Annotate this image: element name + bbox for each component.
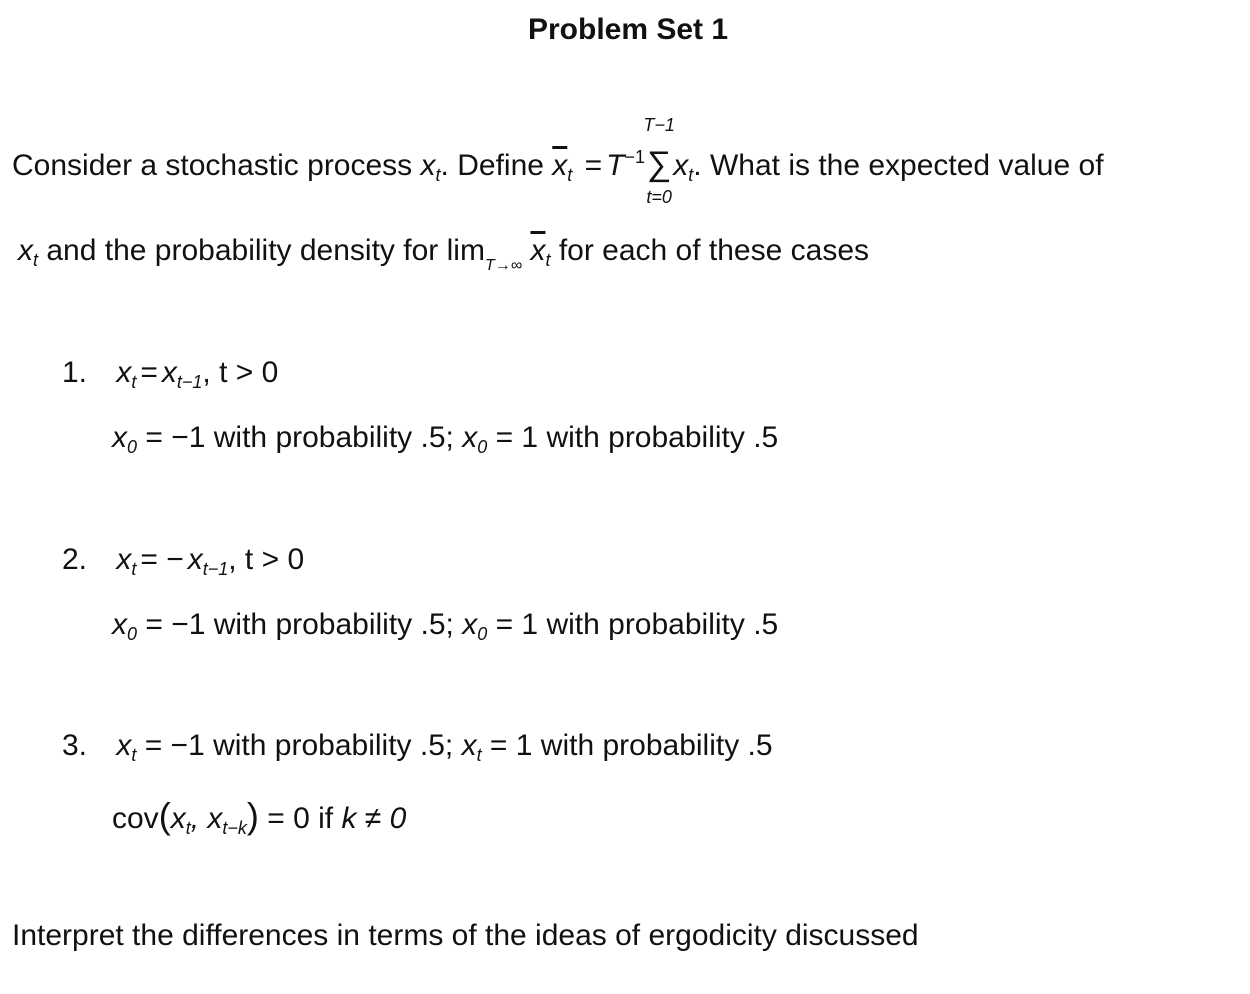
closing-text: Interpret the differences in terms of the ideas of ergodicity discussed — [12, 919, 919, 952]
intro-text: . Define — [440, 149, 544, 182]
page-title: Problem Set 1 — [528, 13, 729, 46]
math-x-t: $x_t$ — [420, 149, 441, 185]
math-xbar-t: $\overline{x}$ — [552, 149, 568, 182]
intro-text: for each of these cases — [558, 234, 870, 267]
case-text: = −1 with probability .5; — [145, 421, 454, 454]
case-text: = 1 with probability .5 — [495, 421, 779, 454]
intro-text: and the probability density for — [46, 234, 439, 267]
lim-text: lim — [446, 234, 485, 267]
intro-text: Consider a stochastic process — [12, 149, 413, 182]
case-1-line-2: $x_0 = -1$ with probability .5; $x_0 = 1$ with probability .5 — [112, 421, 779, 457]
math-T: T — [606, 149, 625, 182]
case-text: = 1 with probability .5 — [495, 608, 779, 641]
intro-line-2: $x_t$ and the probability density for $\lim_{T\to\infty} \overline{x}_t$ for each of these cases — [18, 234, 870, 274]
case-text: = 0 if — [267, 802, 334, 835]
case-1-line-1: 1. $x_t = x_{t-1}$, t > 0 — [62, 356, 279, 392]
sum-upper: T−1 — [643, 115, 675, 135]
sum-symbol: ∑ T−1 t=0 — [643, 115, 675, 207]
case-number: 3. — [62, 729, 88, 762]
case-rest: , t > 0 — [202, 356, 279, 389]
case-text: k ≠ 0 — [341, 802, 407, 835]
case-number: 1. — [62, 356, 88, 389]
case-number: 2. — [62, 543, 88, 576]
case-2-line-1: 2. $x_t$ = − $x_{t-1}$, t > 0 — [62, 543, 305, 579]
case-text: = 1 with probability .5 — [489, 729, 773, 762]
intro-text: . What is the expected value of — [693, 149, 1104, 182]
case-rest: , t > 0 — [228, 543, 305, 576]
case-3-line-2: $cov(x_t$, $x_{t-k}) = 0$ if k ≠ 0 — [112, 795, 407, 838]
case-3-line-1: 3. $x_t = -1$ with probability .5; $x_t = 1$ with probability .5 — [62, 729, 773, 765]
cov-text: cov — [112, 802, 159, 835]
case-text: = −1 with probability .5; — [144, 729, 454, 762]
case-2-line-2: $x_0 = -1$ with probability .5; $x_0 = 1$ with probability .5 — [112, 608, 779, 644]
sum-lower: t=0 — [646, 187, 672, 207]
intro-line-1: Consider a stochastic process $x_t$. Define $\overline{x}_t = T^{-1}\sum$ T−1 t=0 $x_t$. What is the expected value of — [12, 115, 1104, 207]
case-text: = −1 with probability .5; — [145, 608, 454, 641]
lim-sub: T→∞ — [484, 257, 523, 274]
